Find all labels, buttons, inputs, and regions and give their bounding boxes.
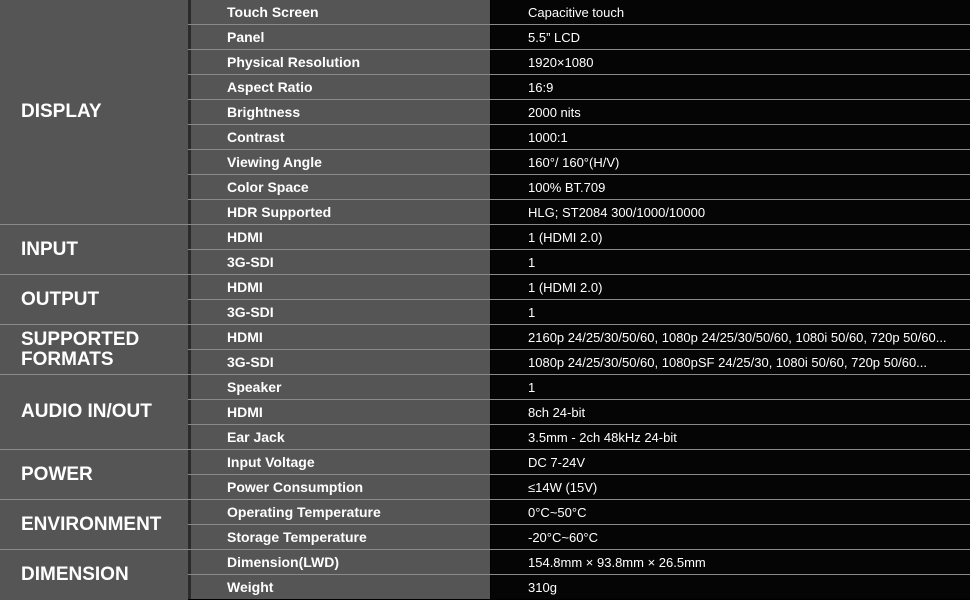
spec-label: Physical Resolution [188, 50, 490, 74]
category-dimension [0, 550, 188, 600]
category-power [0, 450, 188, 500]
spec-value: 1 (HDMI 2.0) [491, 275, 970, 299]
spec-value: HLG; ST2084 300/1000/10000 [491, 200, 970, 224]
spec-label: Brightness [188, 100, 490, 124]
spec-row [188, 25, 970, 50]
spec-value: 1920×1080 [491, 50, 970, 74]
spec-value: 100% BT.709 [491, 175, 970, 199]
spec-label: Ear Jack [188, 425, 490, 449]
spec-value: 2000 nits [491, 100, 970, 124]
category-label: ENVIRONMENT [21, 513, 162, 535]
spec-label: Color Space [188, 175, 490, 199]
spec-label: 3G-SDI [188, 300, 490, 324]
spec-label: Touch Screen [188, 0, 490, 24]
category-audio [0, 375, 188, 450]
spec-value: Capacitive touch [491, 0, 970, 24]
spec-label: Contrast [188, 125, 490, 149]
spec-row [188, 0, 970, 25]
spec-label: HDR Supported [188, 200, 490, 224]
spec-value: 1 (HDMI 2.0) [491, 225, 970, 249]
spec-row [188, 150, 970, 175]
spec-value: 310g [491, 575, 970, 599]
spec-label: Operating Temperature [188, 500, 490, 524]
spec-label: 3G-SDI [188, 350, 490, 374]
spec-row [188, 175, 970, 200]
spec-row [188, 500, 970, 525]
spec-label: Power Consumption [188, 475, 490, 499]
spec-label: Panel [188, 25, 490, 49]
spec-value: 154.8mm × 93.8mm × 26.5mm [491, 550, 970, 574]
spec-label: Aspect Ratio [188, 75, 490, 99]
spec-row [188, 550, 970, 575]
spec-row [188, 425, 970, 450]
category-label: AUDIO IN/OUT [21, 401, 152, 422]
spec-label: Weight [188, 575, 490, 599]
spec-row [188, 350, 970, 375]
category-supported-formats [0, 325, 188, 375]
spec-label: Dimension(LWD) [188, 550, 490, 574]
spec-row [188, 475, 970, 500]
spec-row [188, 400, 970, 425]
spec-row [188, 100, 970, 125]
spec-row [188, 125, 970, 150]
spec-label: HDMI [188, 275, 490, 299]
category-output [0, 275, 188, 325]
spec-label: HDMI [188, 400, 490, 424]
spec-value: DC 7-24V [491, 450, 970, 474]
category-input [0, 225, 188, 275]
category-label: DIMENSION [21, 564, 129, 585]
category-label: OUTPUT [21, 288, 100, 310]
spec-row [188, 575, 970, 600]
category-label: INPUT [21, 238, 78, 260]
category-label: SUPPORTED FORMATS [21, 328, 140, 370]
spec-label: HDMI [188, 225, 490, 249]
spec-row [188, 375, 970, 400]
spec-row [188, 225, 970, 250]
spec-value: 1000:1 [491, 125, 970, 149]
spec-label: Speaker [188, 375, 490, 399]
spec-row [188, 50, 970, 75]
spec-value: 1080p 24/25/30/50/60, 1080pSF 24/25/30, 1080i 50/60, 720p 50/60... [491, 350, 970, 374]
spec-label: Viewing Angle [188, 150, 490, 174]
spec-value: 5.5” LCD [491, 25, 970, 49]
spec-row [188, 450, 970, 475]
spec-value: 0°C~50°C [491, 500, 970, 524]
spec-row [188, 200, 970, 225]
spec-row [188, 525, 970, 550]
spec-value: -20°C~60°C [491, 525, 970, 549]
spec-label: HDMI [188, 325, 490, 349]
spec-value: 16:9 [491, 75, 970, 99]
spec-row [188, 250, 970, 275]
spec-value: 160°/ 160°(H/V) [491, 150, 970, 174]
spec-value: 1 [491, 375, 970, 399]
spec-row [188, 275, 970, 300]
category-label: DISPLAY [21, 101, 102, 122]
spec-label: Storage Temperature [188, 525, 490, 549]
spec-value: 1 [491, 250, 970, 274]
spec-value: 3.5mm - 2ch 48kHz 24-bit [491, 425, 970, 449]
category-display [0, 0, 188, 225]
spec-label: Input Voltage [188, 450, 490, 474]
spec-label: 3G-SDI [188, 250, 490, 274]
spec-row [188, 300, 970, 325]
spec-value: 2160p 24/25/30/50/60, 1080p 24/25/30/50/60, 1080i 50/60, 720p 50/60... [491, 325, 970, 349]
category-label: POWER [21, 463, 93, 485]
spec-row [188, 325, 970, 350]
spec-value: ≤14W (15V) [491, 475, 970, 499]
spec-row [188, 75, 970, 100]
spec-value: 1 [491, 300, 970, 324]
spec-value: 8ch 24-bit [491, 400, 970, 424]
category-environment [0, 500, 188, 550]
